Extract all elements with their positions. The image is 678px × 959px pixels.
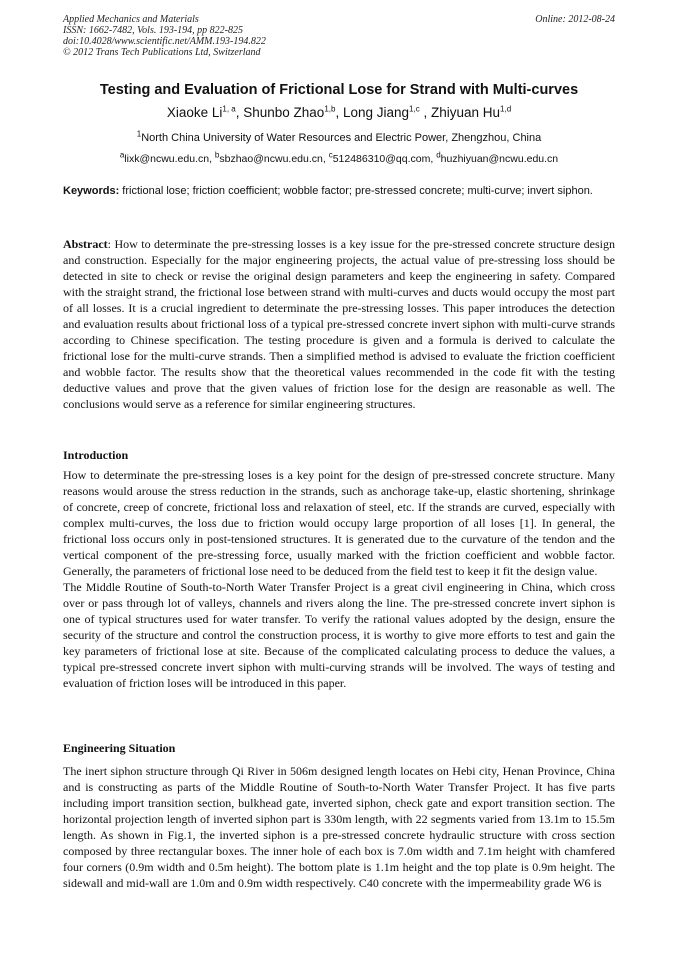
email-list [40, 152, 638, 166]
email-address: huzhiyuan@ncwu.edu.cn [440, 153, 559, 165]
author-name: Zhiyuan Hu [430, 105, 501, 120]
email-superscript: c [328, 150, 333, 160]
paragraph: The Middle Routine of South-to-North Water Transfer Project is a great civil engineering in China, which cross over or pass through lot of valleys, channels and rivers along the line. The pre-stressed concrete invert siphon is one of typical structures used for water transfer. To verify the rational values adopted by the design, ensure the security of the structure and control the construction process, it is worthy to give more efforts to test and gain the key parameters of frictional lose at site. Because of the complicated calculating process to deduce the values, a typical pre-stressed concrete invert siphon with multi-curving strands will be involved. The ways of testing and evaluation of friction loses will be introduced in this paper. [63, 580, 615, 690]
email-address: lixk@ncwu.edu.cn [124, 153, 210, 165]
journal-name: Applied Mechanics and Materials [63, 14, 199, 25]
email-address: sbzhao@ncwu.edu.cn [219, 153, 323, 165]
copyright-line: © 2012 Trans Tech Publications Ltd, Switzerland [63, 47, 261, 58]
affiliation-text: North China University of Water Resources and Electric Power, Zhengzhou, China [141, 132, 542, 144]
keywords-label: Keywords: [63, 185, 120, 197]
author-superscript: 1,b [324, 104, 336, 114]
keywords-text: frictional lose; friction coefficient; wobble factor; pre-stressed concrete; multi-curve; invert siphon. [119, 185, 593, 197]
doi-line: doi:10.4028/www.scientific.net/AMM.193-194.822 [63, 36, 266, 47]
paragraph: The inert siphon structure through Qi River in 506m designed length locates on Hebi city, Henan Province, China and is constructing as parts of the Middle Routine of South-to-North Water Transfer Project. It has five parts including import transition section, bulkhead gate, inverted siphon, check gate and export transition section. The horizontal projection length of inverted siphon part is 330m length, with 22 segments varied from 13.1m to 15.5m length. As shown in Fig.1, the inverted siphon is a pre-stressed concrete hydraulic structure with cross section composed by three rectangular boxes. The inner hole of each box is 7.0m width and 7.1m height with chamfered four corners (0.9m width and 0.5m height). The bottom plate is 1.1m height and the top plate is 0.9m height. The sidewall and mid-wall are 1.0m and 0.9m width respectively. C40 concrete with the impermeability grade W6 is [63, 764, 615, 890]
author-name: Long Jiang [342, 105, 410, 120]
author-name: Shunbo Zhao [243, 105, 325, 120]
online-date: Online: 2012-08-24 [535, 14, 615, 25]
author-separator: , [335, 105, 343, 120]
email-superscript: d [436, 150, 441, 160]
email-separator: , [430, 153, 437, 165]
engineering-situation-heading: Engineering Situation [63, 741, 176, 755]
affiliation [40, 131, 638, 145]
paper-title: Testing and Evaluation of Frictional Lose for Strand with Multi-curves [99, 82, 579, 98]
author-separator: , [235, 105, 244, 120]
issn-line: ISSN: 1662-7482, Vols. 193-194, pp 822-825 [63, 25, 243, 36]
author-superscript: 1,d [500, 104, 512, 114]
author-separator: , [419, 105, 431, 120]
author-name: Xiaoke Li [166, 105, 223, 120]
introduction-body [63, 467, 615, 691]
engineering-situation-body [63, 763, 615, 891]
author-list [40, 104, 638, 122]
abstract [63, 236, 615, 412]
abstract-text: : How to determinate the pre-stressing losses is a key issue for the pre-stressed concrete structure design and construction. Especially for the major engineering projects, the actual value of pre-stressing loss should be detected in site to check or revise the original design parameters and keep the engineering in safety. Compared with the straight strand, the frictional lose between strand with multi-curves and ducts would occupy the most part of all losses. It is a crucial ingredient to determinate the pre-stressing losses. This paper introduces the detection and evaluation results about frictional loss of a typical pre-stressed concrete invert siphon with multi-curve strands according to Chinese specification. The testing procedure is given and a formula is derived to calculate the frictional lose for the multi-curve strands. Then a simplified method is advised to evaluate the friction coefficient and wobble factor. The results show that the theoretical values recommended in the code fit with the testing deductive values and prove that the given values of friction lose for the design are reasonable as well. The conclusions would serve as a reference for similar engineering structures. [63, 237, 615, 411]
introduction-heading: Introduction [63, 448, 129, 462]
paragraph: How to determinate the pre-stressing loses is a key point for the design of pre-stressed concrete structure. Many reasons would arouse the stress reduction in the strands, such as anchorage take-up, elastic shortening, shrinkage of concrete, creep of concrete, frictional loss and relaxation of steel, etc. If the strands are curved, especially with complex multi-curves, the loss due to friction would occupy large proportion of all loses [1]. In general, the frictional loss occurs only in post-tensioned structures. It is generated due to the curvature of the tendon and the vertical component of the pre-stressing force, usually marked with the friction coefficient and wobble factor. Generally, the parameters of frictional lose need to be deduced from the field test to keep it fit the design value. [63, 468, 615, 578]
author-superscript: 1,c [409, 104, 420, 114]
email-address: 512486310@qq.com [332, 153, 431, 165]
publication-header [63, 14, 266, 58]
email-superscript: b [214, 150, 220, 160]
author-superscript: 1, a [222, 104, 236, 114]
affiliation-superscript: 1 [136, 129, 142, 139]
email-separator: , [209, 153, 215, 165]
email-superscript: a [119, 150, 125, 160]
abstract-label: Abstract [63, 237, 108, 251]
email-separator: , [322, 153, 329, 165]
keywords [63, 184, 615, 198]
